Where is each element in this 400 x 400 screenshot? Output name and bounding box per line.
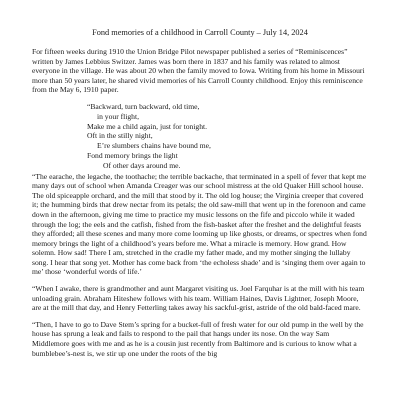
intro-paragraph: For fifteen weeks during 1910 the Union Bridge Pilot newspaper published a series of “Reminiscences” written by James Lebbius Switzer. James was born there in 1837 and his family was related to almost everyone in the village. He was about 20 when the family moved to Iowa. Writing from his home in Missouri more than 50 years later, he shared vivid memories of his Carroll County childhood. Enjoy this reminiscence from the May 6, 1910 paper. bbox=[32, 47, 365, 95]
document-body bbox=[32, 47, 368, 365]
poem-line: in your flight, bbox=[97, 111, 139, 121]
poem-stanza bbox=[32, 102, 368, 171]
poem-line: Make me a child again, just for tonight. bbox=[87, 121, 207, 131]
poem-line: Fond memory brings the light bbox=[87, 150, 178, 160]
poem-line: Oft in the stilly night, bbox=[87, 131, 153, 141]
body-paragraph: “When I awake, there is grandmother and aunt Margaret visiting us. Joel Farquhar is at the mill with his team unloading grain. Abraham Hiteshew follows with his team. William Haines, Davis Lightner, Joseph Moore, are at the mill that day, and Henry Fetterling takes away his sackful-grist, astride of the old bald-faced mare. bbox=[32, 284, 365, 313]
poem-line: Of other days around me. bbox=[103, 160, 181, 170]
body-paragraph: “The earache, the legache, the toothache; the terrible backache, that terminated in a spell of fever that kept me many days out of school when Amanda Creager was our school mistress at the old Quaker Hill school house. The old spiceapple orchard, and the mill that stood by it. The old log house; the Virginia creeper that covered it; the humming birds that drew nectar from its petals; the old saw-mill that went up in the forenoon and came down in the afternoon, giving me time to practice my music lessons on the fife and piccolo while it waded through the log; the eels and the catfish, fished from the fish-basket after the freshet and the delightful feasts they afforded; all these scenes and many more come looming up like ghosts, or dreams, or spectres when fond memory brings the light of a childhood’s years before me. What a miracle is memory. How grand. How solemn. How sad! There I am, stretched in the cradle my father made, and my mother singing the lullaby song. I hear that song yet. Mother has come back from ‘the echoless shade’ and is ‘singing them over again to me’ those ‘wonderful words of life.’ bbox=[32, 171, 367, 277]
body-paragraph: “Then, I have to go to Dave Stem’s spring for a bucket-full of fresh water for our old pump in the well by the house has sprung a leak and fails to respond to the pail that hangs under its nose. On the way Sam Middlemore goes with me and as he is a cousin just recently from Baltimore and is curious to know what a bumblebee’s-nest is, we stir up one under the roots of the big bbox=[32, 319, 364, 358]
poem-line: E’re slumbers chains have bound me, bbox=[97, 141, 211, 151]
poem-line: “Backward, turn backward, old time, bbox=[87, 101, 200, 111]
document-title: Fond memories of a childhood in Carroll County – July 14, 2024 bbox=[92, 28, 308, 37]
